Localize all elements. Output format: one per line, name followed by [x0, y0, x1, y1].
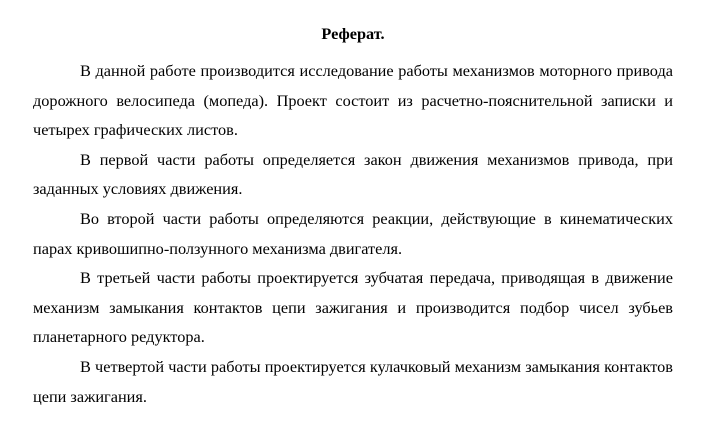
document-title: Реферат.	[321, 24, 385, 43]
paragraph-intro: В данной работе производится исследование работы механизмов моторного привода дорожного велосипеда (мопеда). Проект состоит из расчетно-пояснительной записки и четырех графических листов.	[33, 61, 673, 140]
paragraph-part-three: В третьей части работы проектируется зубчатая передача, приводящая в движение механизм замыкания контактов цепи зажигания и производится подбор чисел зубьев планетарного редуктора.	[33, 268, 673, 347]
paragraph-part-two: Во второй части работы определяются реакции, действующие в кинематических парах кривошипно-ползунного механизма двигателя.	[33, 208, 673, 258]
paragraph-part-four: В четвертой части работы проектируется кулачковый механизм замыкания контактов цепи зажигания.	[33, 356, 673, 406]
paragraph-part-one: В первой части работы определяется закон движения механизмов привода, при заданных условиях движения.	[33, 149, 673, 199]
